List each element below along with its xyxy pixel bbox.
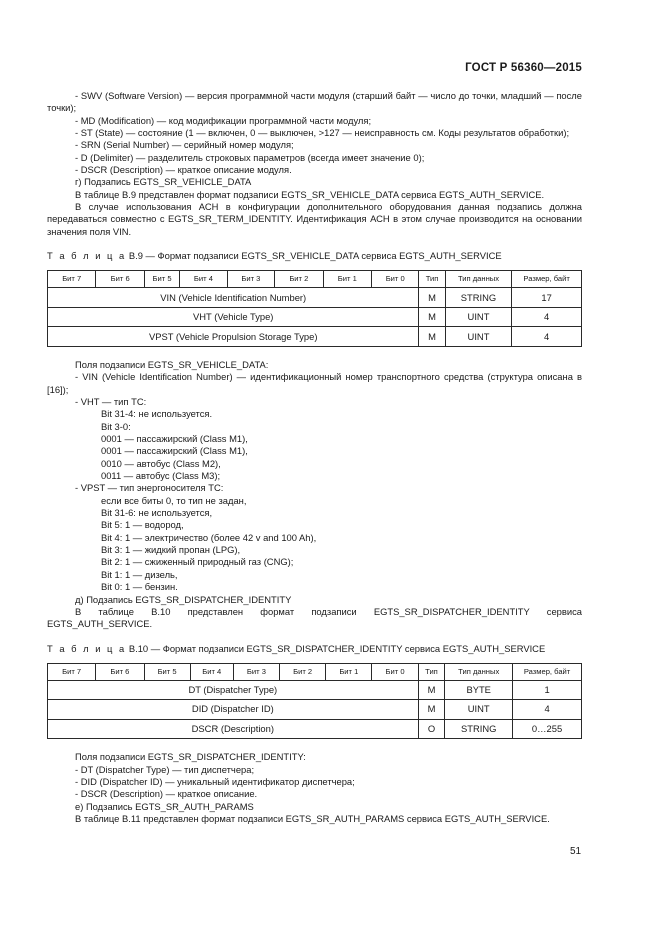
table9-size-cell: 17 xyxy=(512,288,582,308)
table9-header-cell: Тип xyxy=(419,271,445,288)
table10-header-row xyxy=(48,663,582,680)
table9-header-cell: Бит 7 xyxy=(48,271,96,288)
paragraph-vpst: - VPST — тип энергоносителя ТС: xyxy=(75,482,224,494)
page-body xyxy=(47,90,582,825)
table10-field-cell: DID (Dispatcher ID) xyxy=(48,700,419,720)
table10-datatype-cell: STRING xyxy=(445,719,513,739)
list-item: Bit 5: 1 — водород, xyxy=(101,519,184,531)
table-row xyxy=(48,288,582,308)
table9-header-row xyxy=(48,271,582,288)
table9-type-cell: M xyxy=(419,307,445,327)
table10-type-cell: M xyxy=(418,680,445,700)
paragraph-dscr: - DSCR (Description) — краткое описание модуля. xyxy=(75,164,292,176)
table-row xyxy=(48,327,582,347)
table9-field-cell: VIN (Vehicle Identification Number) xyxy=(48,288,419,308)
table9-header-cell: Бит 0 xyxy=(372,271,419,288)
table10-header-cell: Бит 5 xyxy=(144,663,190,680)
list-item: Bit 3-0: xyxy=(101,420,131,432)
document-header: ГОСТ Р 56360—2015 xyxy=(465,62,582,74)
paragraph-srn: - SRN (Serial Number) — серийный номер модуля; xyxy=(75,139,294,151)
paragraph-md: - MD (Modification) — код модификации программной части модуля; xyxy=(75,114,372,126)
table10-datatype-cell: UINT xyxy=(445,700,513,720)
paragraph-swv: - SWV (Software Version) — версия программной части модуля (старший байт — число до точки, младший — после точки); xyxy=(47,90,582,114)
table10-header-cell: Бит 4 xyxy=(190,663,233,680)
table9-type-cell: M xyxy=(419,288,445,308)
list-item: Bit 31-6: не используется, xyxy=(101,507,213,519)
list-item: 0011 — автобус (Class M3); xyxy=(101,470,221,482)
list-item: Bit 2: 1 — сжиженный природный газ (CNG); xyxy=(101,556,294,568)
table9-datatype-cell: UINT xyxy=(445,307,512,327)
list-item: Bit 3: 1 — жидкий пропан (LPG), xyxy=(101,544,241,556)
list-item: 0001 — пассажирский (Class M1), xyxy=(101,433,248,445)
table10-type-cell: M xyxy=(418,700,445,720)
table9-header-cell: Бит 2 xyxy=(275,271,323,288)
table9-size-cell: 4 xyxy=(512,307,582,327)
table9-caption-text: В.9 — Формат подзаписи EGTS_SR_VEHICLE_DATA сервиса EGTS_AUTH_SERVICE xyxy=(128,250,502,262)
paragraph-vin: - VIN (Vehicle Identification Number) — идентификационный номер транспортного средства (структура описана в [16]); xyxy=(47,371,582,395)
table10-header-cell: Бит 3 xyxy=(233,663,279,680)
table9-header-cell: Бит 3 xyxy=(227,271,274,288)
paragraph-did: - DID (Dispatcher ID) — уникальный идентификатор диспетчера; xyxy=(75,776,355,788)
list-item: Bit 1: 1 — дизель, xyxy=(101,568,178,580)
table10-caption-text: В.10 — Формат подзаписи EGTS_SR_DISPATCHER_IDENTITY сервиса EGTS_AUTH_SERVICE xyxy=(128,642,546,654)
table10-field-cell: DSCR (Description) xyxy=(48,719,419,739)
list-item: Bit 31-4: не используется. xyxy=(101,408,213,420)
paragraph-vht: - VHT — тип ТС: xyxy=(75,396,147,407)
table10-header-cell: Бит 0 xyxy=(372,663,418,680)
list-item: 0001 — пассажирский (Class M1), xyxy=(101,445,248,457)
paragraph-table11-intro: В таблице В.11 представлен формат подзаписи EGTS_SR_AUTH_PARAMS сервиса EGTS_AUTH_SERVICE. xyxy=(75,813,550,825)
table10-size-cell: 0…255 xyxy=(513,719,582,739)
table9-header-cell: Бит 5 xyxy=(144,271,179,288)
list-item: Bit 0: 1 — бензин. xyxy=(101,581,178,593)
page-number: 51 xyxy=(570,846,582,857)
table10-header-cell: Тип xyxy=(418,663,445,680)
table9-datatype-cell: STRING xyxy=(445,288,512,308)
paragraph-table10-intro: В таблице В.10 представлен формат подзаписи EGTS_SR_DISPATCHER_IDENTITY сервиса EGTS_AUTH_SERVICE. xyxy=(47,605,582,630)
table10-type-cell: O xyxy=(418,719,445,739)
table9 xyxy=(47,270,582,347)
paragraph-ach-note: В случае использования АСН в конфигурации дополнительного оборудования данная подзапись должна передаваться совместно с EGTS_SR_TERM_IDENTITY. Идентификация АСН в этом случае производится на основании значения поля VIN. xyxy=(47,201,582,237)
table10-header-cell: Тип данных xyxy=(445,663,513,680)
table10-datatype-cell: BYTE xyxy=(445,680,513,700)
table10-header-cell: Бит 6 xyxy=(96,663,144,680)
table10-header-cell: Бит 2 xyxy=(280,663,326,680)
table10-header-cell: Бит 1 xyxy=(326,663,372,680)
table10-caption xyxy=(47,643,582,655)
paragraph-fields-heading: Поля подзаписи EGTS_SR_VEHICLE_DATA: xyxy=(75,358,269,370)
table10-size-cell: 1 xyxy=(513,680,582,700)
table9-header-cell: Бит 6 xyxy=(96,271,144,288)
paragraph-d: - D (Delimiter) — разделитель строковых параметров (всегда имеет значение 0); xyxy=(75,151,425,163)
paragraph-table9-intro: В таблице В.9 представлен формат подзаписи EGTS_SR_VEHICLE_DATA сервиса EGTS_AUTH_SERVICE. xyxy=(75,188,545,200)
list-item: если все биты 0, то тип не задан, xyxy=(101,494,247,506)
table10-header-cell: Бит 7 xyxy=(48,663,96,680)
table9-field-cell: VHT (Vehicle Type) xyxy=(48,307,419,327)
table10-size-cell: 4 xyxy=(513,700,582,720)
table-row xyxy=(48,719,582,739)
table9-type-cell: M xyxy=(419,327,445,347)
table10-header-cell: Размер, байт xyxy=(513,663,582,680)
table9-header-cell: Тип данных xyxy=(445,271,512,288)
paragraph-st: - ST (State) — состояние (1 — включен, 0 — выключен, >127 — неисправность см. Коды результатов обработки); xyxy=(75,127,570,139)
list-item: Bit 4: 1 — электричество (более 42 v and 100 Ah), xyxy=(101,531,317,543)
paragraph-dt: - DT (Dispatcher Type) — тип диспетчера; xyxy=(75,763,255,775)
table9-caption xyxy=(47,250,582,262)
table9-size-cell: 4 xyxy=(512,327,582,347)
paragraph-dispatcher-fields-heading: Поля подзаписи EGTS_SR_DISPATCHER_IDENTITY: xyxy=(75,751,306,763)
table9-header-cell: Бит 1 xyxy=(323,271,371,288)
paragraph-dscr-dispatcher: - DSCR (Description) — краткое описание. xyxy=(75,788,258,800)
table10 xyxy=(47,663,582,740)
table9-caption-label: Т а б л и ц а xyxy=(47,250,127,262)
table-row xyxy=(48,700,582,720)
table10-field-cell: DT (Dispatcher Type) xyxy=(48,680,419,700)
list-item: 0010 — автобус (Class M2), xyxy=(101,457,221,469)
subsection-heading-auth-params: е) Подзапись EGTS_SR_AUTH_PARAMS xyxy=(75,800,254,812)
table9-field-cell: VPST (Vehicle Propulsion Storage Type) xyxy=(48,327,419,347)
table-row xyxy=(48,680,582,700)
table9-header-cell: Размер, байт xyxy=(512,271,582,288)
table9-header-cell: Бит 4 xyxy=(180,271,227,288)
table9-datatype-cell: UINT xyxy=(445,327,512,347)
subsection-heading-dispatcher-identity: д) Подзапись EGTS_SR_DISPATCHER_IDENTITY xyxy=(75,593,292,605)
table-row xyxy=(48,307,582,327)
subsection-heading-vehicle-data: г) Подзапись EGTS_SR_VEHICLE_DATA xyxy=(75,176,252,188)
table10-caption-label: Т а б л и ц а xyxy=(47,642,127,654)
